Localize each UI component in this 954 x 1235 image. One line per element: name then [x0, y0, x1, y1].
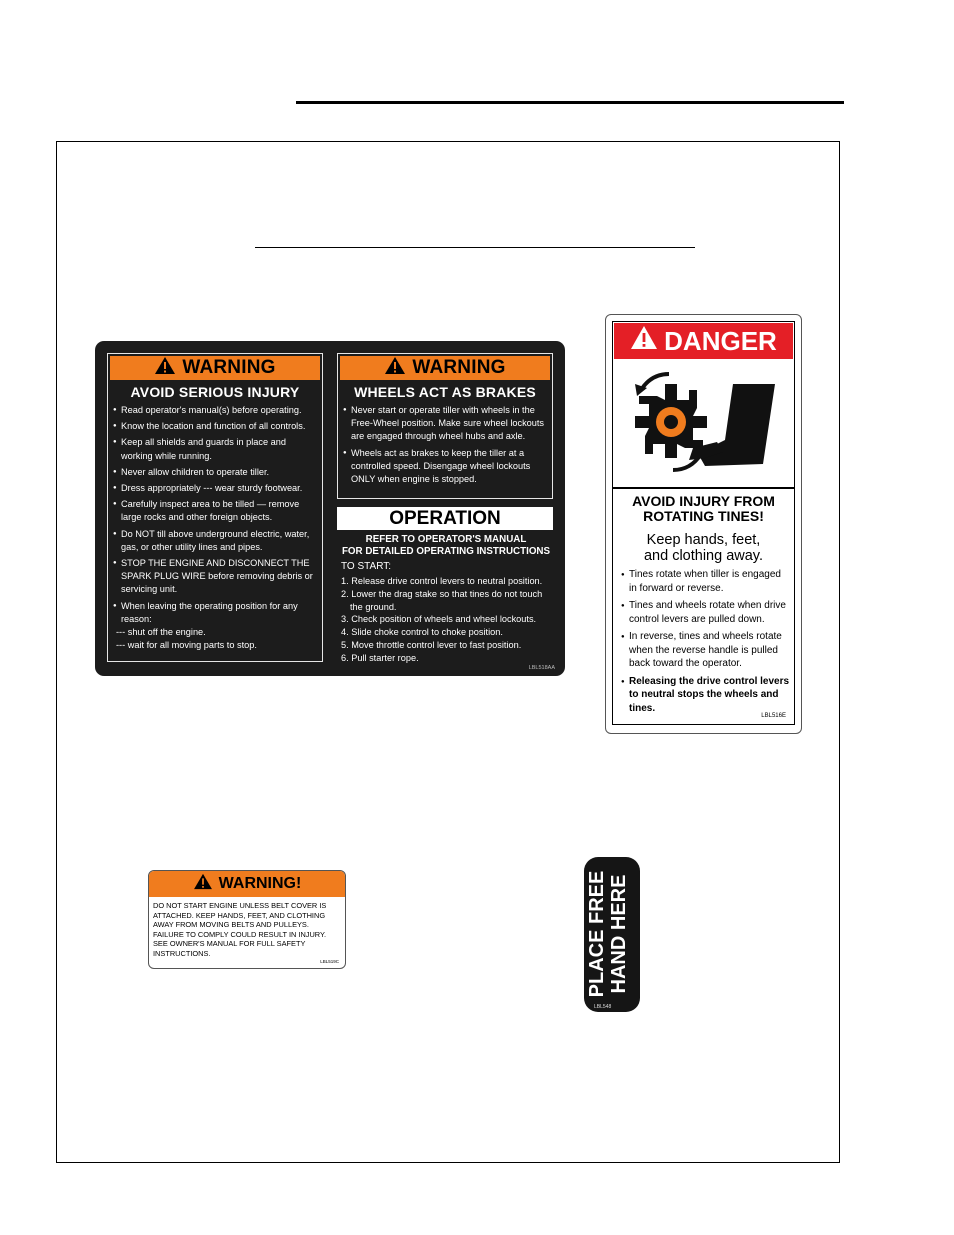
- danger-triangle-icon: [630, 325, 658, 357]
- danger-border: [612, 321, 795, 725]
- list-item: ● Carefully inspect area to be tilled — remove large rocks and other foreign objects.: [113, 498, 318, 524]
- warning-panel-wheels-brakes: [337, 353, 553, 499]
- panel-subtitle: WHEELS ACT AS BRAKES: [354, 384, 536, 400]
- list-item: ● Wheels act as brakes to keep the tiller at a controlled speed. Disengage wheel lockouts ONLY when engine is stopped.: [343, 447, 548, 487]
- list-item: ● Read operator's manual(s) before operating.: [113, 404, 318, 417]
- to-start-label: TO START:: [341, 561, 392, 572]
- danger-keep-away: Keep hands, feet, and clothing away.: [643, 532, 764, 564]
- place-hand-text: PLACE FREE HAND HERE: [586, 870, 630, 998]
- decal-code: LBL516E: [761, 713, 786, 719]
- list-item: ● Do NOT till above underground electric, water, gas, or other utility lines and pipes.: [113, 528, 318, 554]
- list-item: ● Tines rotate when tiller is engaged in forward or reverse.: [621, 568, 791, 595]
- list-item: ● Tines and wheels rotate when drive control levers are pulled down.: [621, 599, 791, 626]
- list-item: ● STOP THE ENGINE AND DISCONNECT THE SPARK PLUG WIRE before removing debris or servicing unit.: [113, 557, 318, 597]
- warning-header: WARNING: [340, 356, 550, 380]
- warning-triangle-icon: [154, 356, 176, 381]
- sub-item: --- shut off the engine.: [116, 627, 206, 638]
- warning-panel-avoid-injury: [107, 353, 323, 662]
- belt-warning-decal: [148, 870, 346, 969]
- list-item: ● When leaving the operating position for any reason:: [113, 600, 318, 626]
- list-item: ● Releasing the drive control levers to neutral stops the wheels and tines.: [621, 675, 791, 716]
- operation-title: OPERATION: [337, 507, 553, 530]
- list-item: 1. Release drive control levers to neutral position.: [341, 576, 543, 586]
- decal-code: LBL548: [594, 1004, 612, 1010]
- belt-warning-text: DO NOT START ENGINE UNLESS BELT COVER IS ATTACHED. KEEP HANDS, FEET, AND CLOTHING AWAY FROM MOVING BELTS AND PULLEYS. FAILURE TO COMPLY COULD RESULT IN INJURY. SEE OWNER'S MANUAL FOR FULL SAFETY INSTRUCTIONS.: [153, 901, 327, 958]
- warning-triangle-icon: [384, 356, 406, 381]
- danger-title: AVOID INJURY FROM ROTATING TINES!: [632, 493, 775, 524]
- list-item: ● Never start or operate tiller with wheels in the Free-Wheel position. Make sure wheel lockouts are engaged through wheel hubs and axle.: [343, 404, 548, 444]
- list-item: 4. Slide choke control to choke position.: [341, 627, 503, 638]
- list-item: ● Never allow children to operate tiller.: [113, 466, 318, 479]
- list-item: 2. Lower the drag stake so that tines do not touch: [341, 588, 543, 599]
- decal-code: LBL519C: [320, 959, 339, 964]
- danger-header: DANGER: [614, 323, 793, 359]
- warning-header: WARNING: [110, 356, 320, 380]
- section-rule: [255, 247, 695, 248]
- list-item: 6. Pull starter rope.: [341, 652, 419, 663]
- danger-decal: [605, 314, 802, 734]
- sub-item: --- wait for all moving parts to stop.: [116, 640, 257, 651]
- list-item: ● Know the location and function of all controls.: [113, 420, 318, 433]
- list-item: 3. Check position of wheels and wheel lockouts.: [341, 614, 537, 625]
- operation-steps: [341, 575, 556, 665]
- warning-triangle-icon: [193, 873, 213, 895]
- warning-decal-main: [95, 341, 565, 676]
- danger-list: [621, 568, 791, 719]
- decal-code: LBL518AA: [528, 665, 555, 671]
- place-hand-decal: [584, 857, 640, 1012]
- warning-list: [108, 404, 322, 626]
- rotating-tine-hand-icon: [613, 362, 794, 482]
- warning-list: [338, 404, 552, 486]
- divider: [613, 487, 794, 489]
- list-item: ● Dress appropriately --- wear sturdy footwear.: [113, 482, 318, 495]
- panel-subtitle: AVOID SERIOUS INJURY: [130, 384, 300, 400]
- list-item: 5. Move throttle control lever to fast position.: [341, 639, 522, 650]
- list-item: ● Keep all shields and guards in place and working while running.: [113, 436, 318, 462]
- list-item: the ground.: [350, 601, 397, 612]
- operation-reference: REFER TO OPERATOR'S MANUAL FOR DETAILED OPERATING INSTRUCTIONS: [341, 534, 551, 557]
- header-rule: [296, 101, 844, 104]
- list-item: ● In reverse, tines and wheels rotate when the reverse handle is pulled back toward the operator.: [621, 630, 791, 671]
- warning-header: WARNING!: [149, 871, 345, 897]
